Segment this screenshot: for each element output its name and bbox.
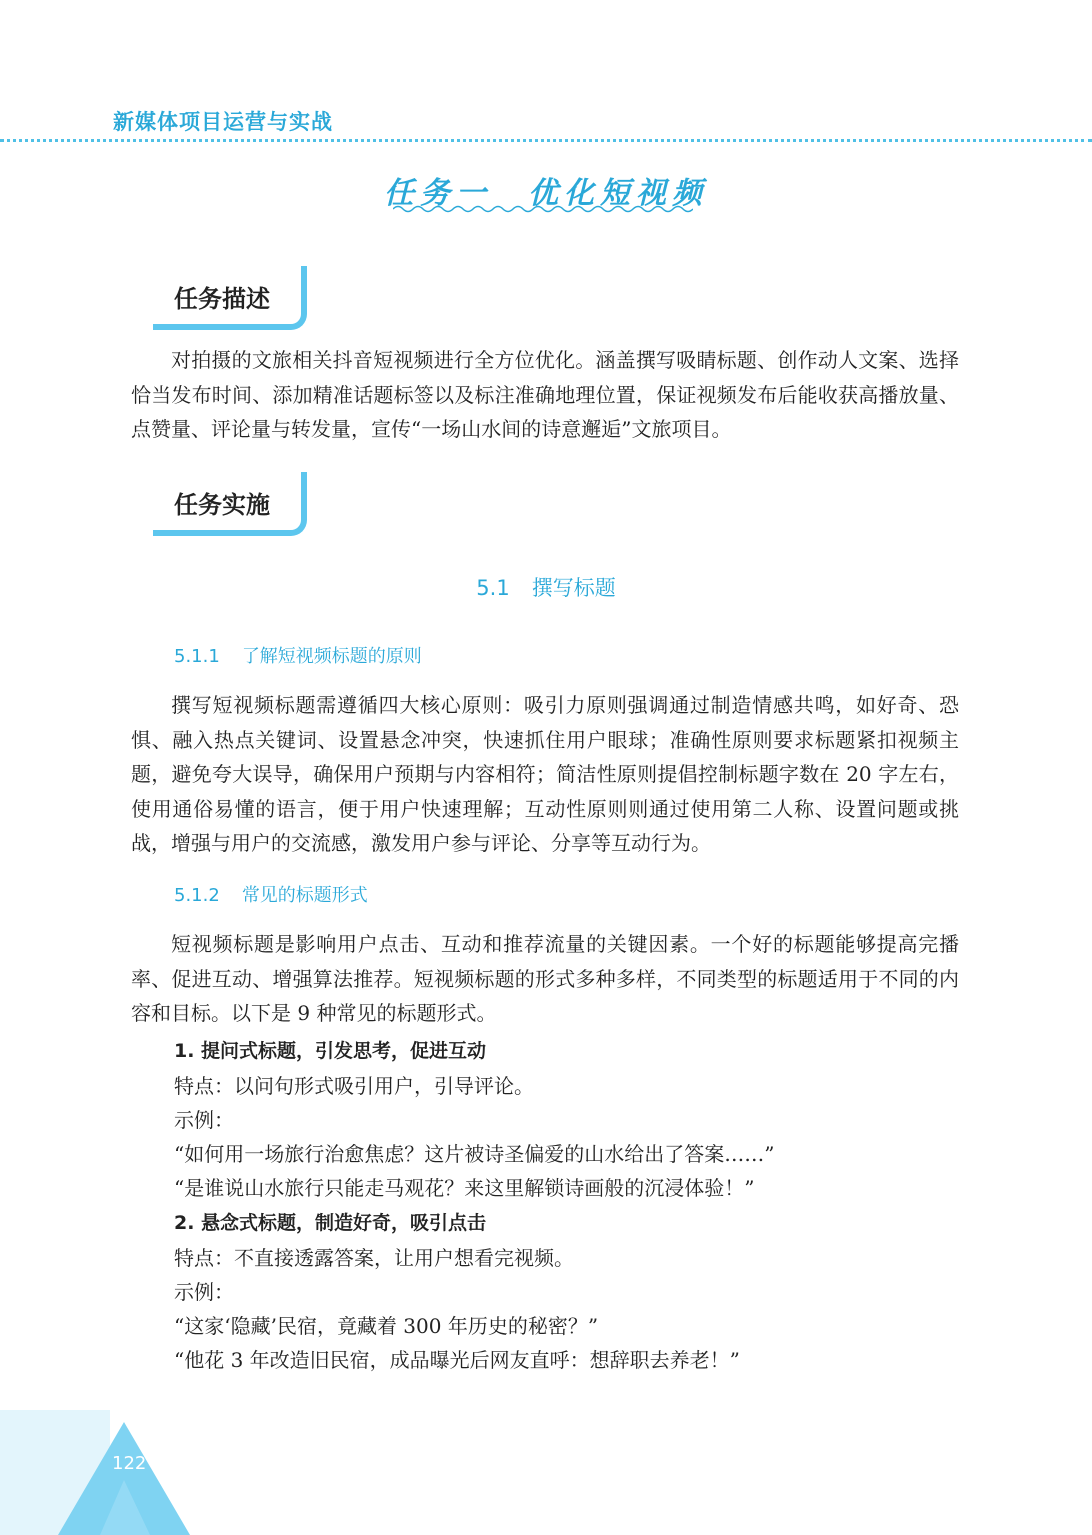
form-2-feature: 特点：不直接透露答案，让用户想看完视频。 [174,1246,574,1270]
forms-intro-paragraph: 短视频标题是影响用户点击、互动和推荐流量的关键因素。一个好的标题能够提高完播率、促进互动、增强算法推荐。短视频标题的形式多种多样，不同类型的标题适用于不同的内容和目标。以下是 9 种常见的标题形式。 [131,932,959,1025]
principles-paragraph: 撰写短视频标题需遵循四大核心原则：吸引力原则强调通过制造情感共鸣，如好奇、恐惧、融入热点关键词、设置悬念冲突，快速抓住用户眼球；准确性原则要求标题紧扣视频主题，避免夸大误导，确保用户预期与内容相符；简洁性原则提倡控制标题字数在 20 字左右，使用通俗易懂的语言，便于用户快速理解；互动性原则则通过使用第二人称、设置问题或挑战，增强与用户的交流感，激发用户参与评论、分享等互动行为。 [131,693,959,855]
form-1-feature: 特点：以问句形式吸引用户，引导评论。 [174,1074,534,1098]
running-header-title: 新媒体项目运营与实战 [113,110,333,134]
heading-5-1-2-number: 5.1.2 [174,885,220,906]
form-2-example-2: “他花 3 年改造旧民宿，成品曝光后网友直呼：想辞职去养老！” [174,1348,740,1372]
heading-5-1 [0,572,1092,602]
section-label-description: 任务描述 [174,285,270,313]
heading-5-1-number: 5.1 [476,576,510,600]
header-dotted-divider [0,139,1092,142]
task-title: 任务一 优化短视频 [384,176,708,211]
heading-5-1-title: 撰写标题 [531,576,616,600]
heading-5-1-1-title: 了解短视频标题的原则 [241,646,422,667]
form-1-example-1: “如何用一场旅行治愈焦虑？这片被诗圣偏爱的山水给出了答案……” [174,1142,775,1166]
heading-5-1-1 [174,642,422,668]
form-2-example-1: “这家‘隐藏’民宿，竟藏着 300 年历史的秘密？” [174,1314,599,1338]
form-1-example-label: 示例： [174,1108,234,1132]
form-2-heading: 2. 悬念式标题，制造好奇，吸引点击 [174,1212,487,1234]
title-wavy-underline [393,204,693,214]
heading-5-1-2-title: 常见的标题形式 [241,885,368,906]
section-label-implementation: 任务实施 [174,491,270,519]
form-2-example-label: 示例： [174,1280,234,1304]
form-1-heading: 1. 提问式标题，引发思考，促进互动 [174,1040,487,1062]
page-number: 122 [112,1453,147,1474]
description-paragraph: 对拍摄的文旅相关抖音短视频进行全方位优化。涵盖撰写吸睛标题、创作动人文案、选择恰当发布时间、添加精准话题标签以及标注准确地理位置，保证视频发布后能收获高播放量、点赞量、评论量与转发量，宣传“一场山水间的诗意邂逅”文旅项目。 [131,348,959,441]
form-1-example-2: “是谁说山水旅行只能走马观花？来这里解锁诗画般的沉浸体验！” [174,1176,755,1200]
heading-5-1-1-number: 5.1.1 [174,646,220,667]
heading-5-1-2 [174,881,368,907]
